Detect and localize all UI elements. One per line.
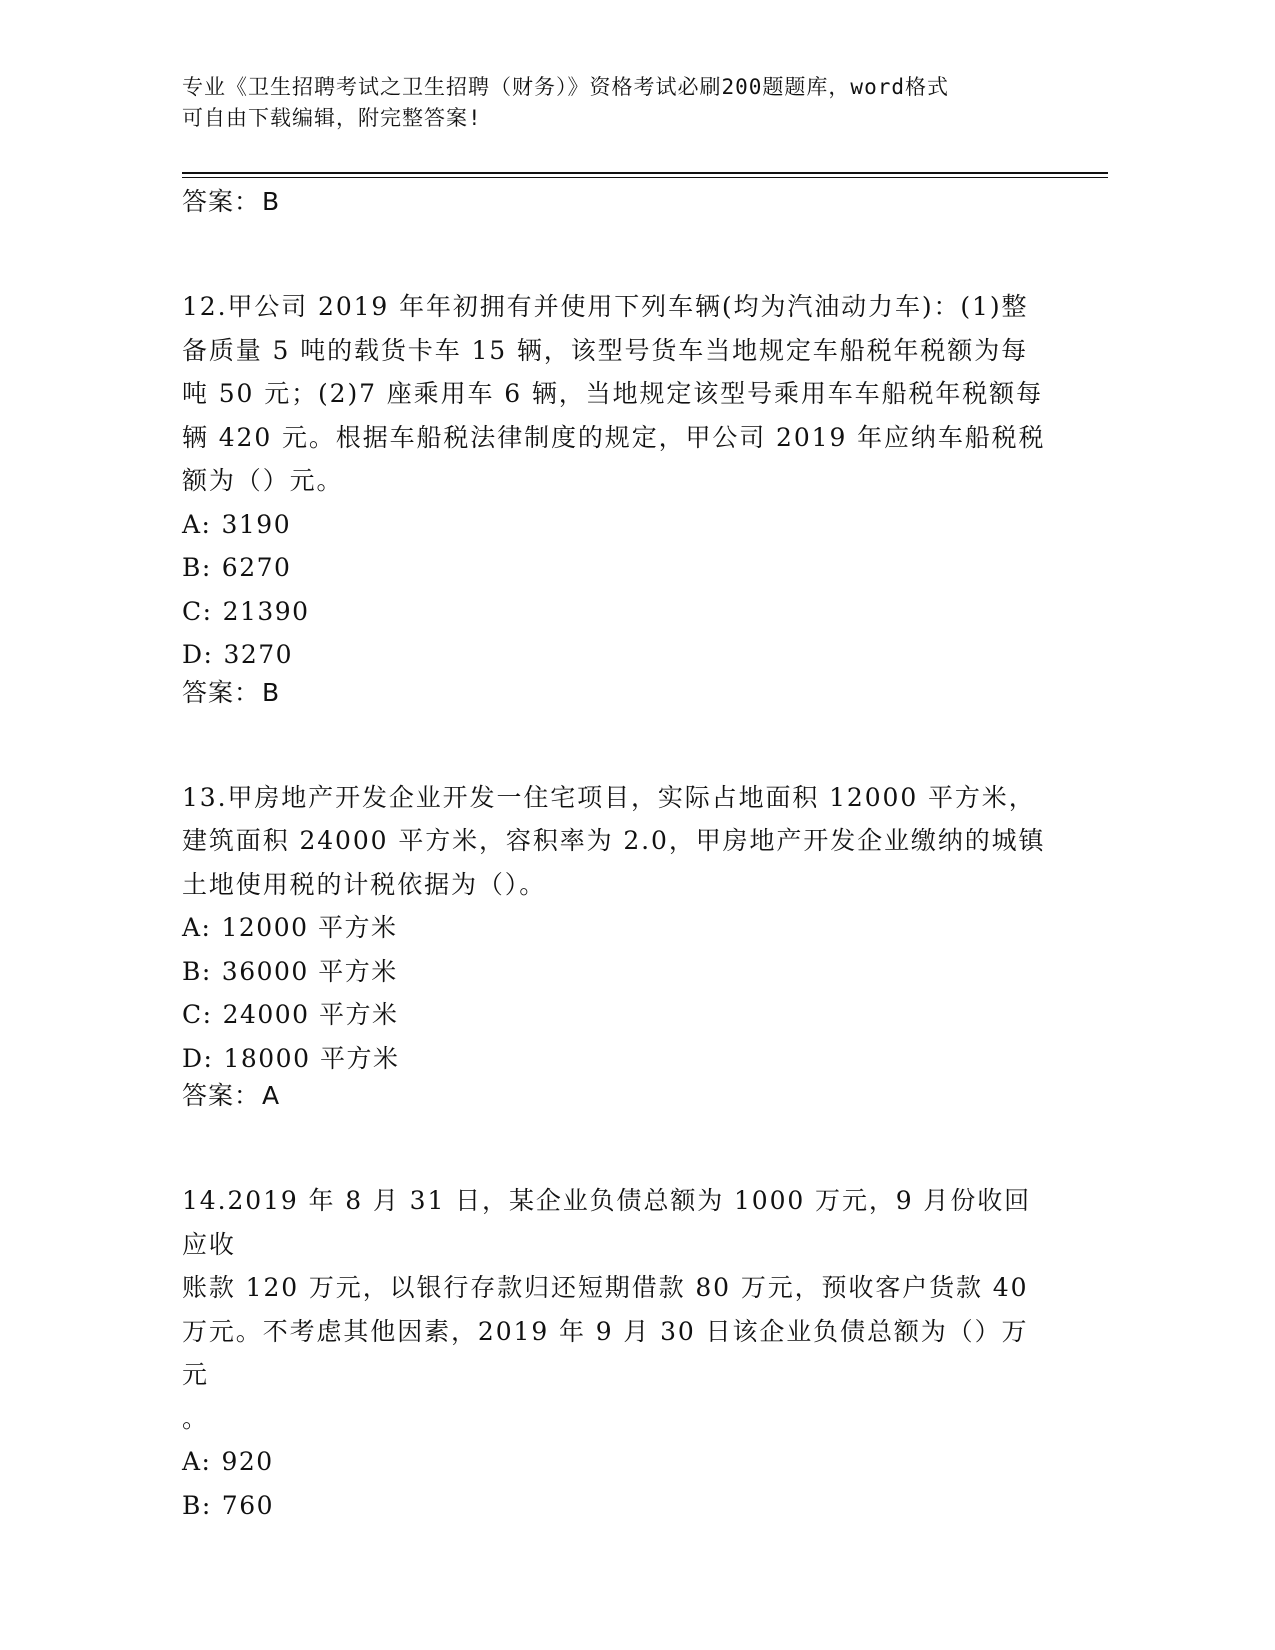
question-line: 。: [182, 1403, 209, 1433]
question-line: 辆 420 元。根据车船税法律制度的规定，甲公司 2019 年应纳车船税税: [182, 422, 1046, 452]
header-rule-thick: [182, 172, 1108, 174]
option-b: B: 36000 平方米: [182, 956, 398, 986]
question-line: 12.甲公司 2019 年年初拥有并使用下列车辆(均为汽油动力车)：(1)整: [182, 292, 1029, 321]
question-line: 建筑面积 24000 平方米，容积率为 2.0，甲房地产开发企业缴纳的城镇: [182, 826, 1046, 855]
option-c: C: 21390: [182, 596, 310, 626]
header-line-1: 专业《卫生招聘考试之卫生招聘（财务）》资格考试必刷200题题库，word格式: [182, 75, 949, 99]
option-c: C: 24000 平方米: [182, 1000, 399, 1029]
question-line: 14.2019 年 8 月 31 日，某企业负债总额为 1000 万元，9 月份收回应收: [182, 1186, 1032, 1259]
answer-label: 答案：: [182, 187, 261, 216]
previous-answer: [182, 186, 1052, 230]
header-line-2: 可自由下载编辑，附完整答案!: [182, 106, 482, 130]
option-b: B: 760: [182, 1490, 275, 1520]
question-number: 12.: [182, 292, 228, 321]
question-line: 吨 50 元；(2)7 座乘用车 6 辆，当地规定该型号乘用车车船税年税额每: [182, 379, 1043, 408]
question-text: [182, 1179, 1052, 1440]
option-a: A: 3190: [182, 509, 292, 539]
question-text: [182, 776, 1052, 907]
answer-label: 答案：: [182, 1081, 261, 1110]
option-a: A: 920: [182, 1447, 274, 1476]
question-line: 13.甲房地产开发企业开发一住宅项目，实际占地面积 12000 平方米，: [182, 782, 1036, 812]
page-header: [182, 72, 1042, 134]
answer-label: 答案：: [182, 677, 261, 707]
question-line: 万元。不考虑其他因素，2019 年 9 月 30 日该企业负债总额为（）万元: [182, 1316, 1029, 1389]
question-14: [182, 1179, 1052, 1527]
question-13: [182, 776, 1052, 1125]
question-line: 账款 120 万元，以银行存款归还短期借款 80 万元，预收客户货款 40: [182, 1273, 1029, 1302]
question-line: 额为（）元。: [182, 466, 344, 495]
question-line: 备质量 5 吨的载货卡车 15 辆，该型号货车当地规定车船税年税额为每: [182, 335, 1029, 365]
question-list: [182, 186, 1052, 1527]
option-d: D: 3270: [182, 640, 294, 669]
question-12: [182, 285, 1052, 721]
answer-value: B: [262, 187, 281, 216]
answer: [182, 677, 1052, 721]
option-a: A: 12000 平方米: [182, 913, 398, 942]
question-number: 13.: [182, 782, 228, 812]
question-text: [182, 285, 1052, 503]
question-number: 14.: [182, 1186, 228, 1215]
header-rule-thin: [182, 177, 1108, 178]
answer-value: B: [262, 677, 281, 707]
answer: [182, 1080, 1052, 1124]
question-line: 土地使用税的计税依据为（）。: [182, 869, 547, 899]
answer-value: A: [262, 1081, 281, 1110]
option-d: D: 18000 平方米: [182, 1043, 400, 1073]
option-b: B: 6270: [182, 553, 292, 582]
